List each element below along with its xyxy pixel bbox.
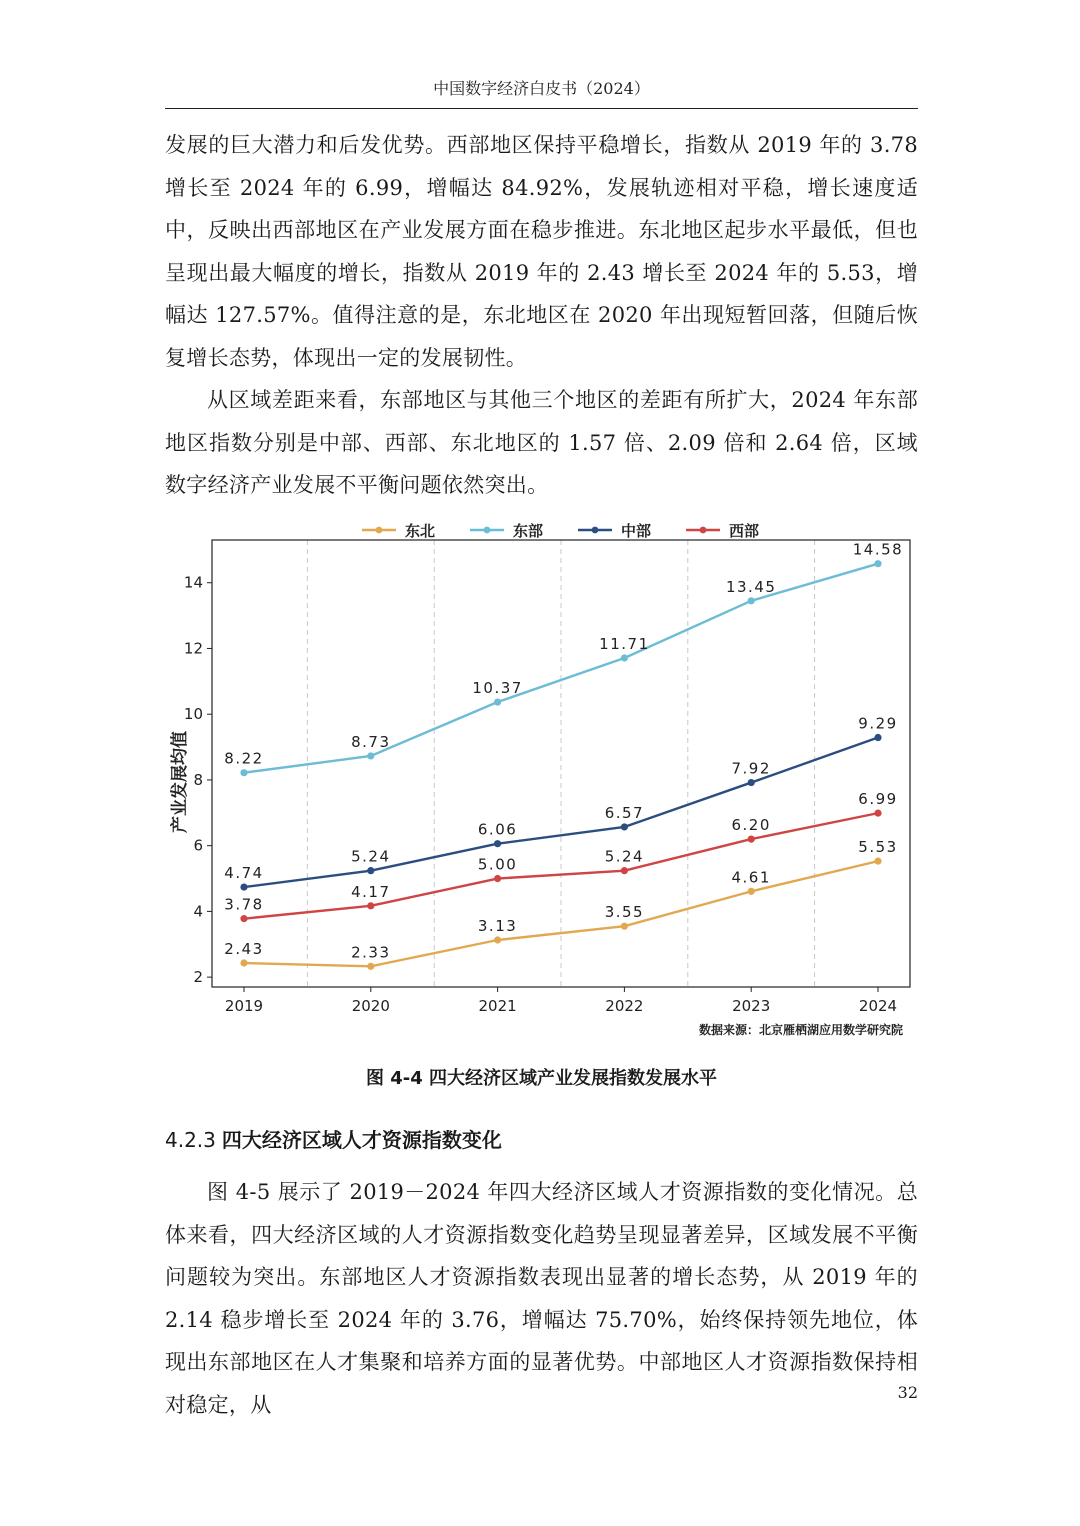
y-tick-label: 14 [183, 573, 203, 592]
y-axis-label: 产业发展均值 [170, 731, 190, 833]
data-point-西部 [621, 867, 628, 874]
legend-marker [592, 527, 599, 534]
data-point-西部 [240, 915, 247, 922]
paragraph-1: 发展的巨大潜力和后发优势。西部地区保持平稳增长，指数从 2019 年的 3.78 增长至 2024 年的 6.99，增幅达 84.92%，发展轨迹相对平稳，增长速度适中，反映出西部地区在产业发展方面在稳步推进。东北地区起步水平最低，但也呈现出最大幅度的增长，指数从 2019 年的 2.43 增长至 2024 年的 5.53，增幅达 127.57%。值得注意的是，东北地区在 2020 年出现短暂回落，但随后恢复增长态势，体现出一定的发展韧性。 [165, 133, 918, 370]
legend-label: 东北 [405, 522, 436, 540]
data-label-西部: 3.78 [224, 895, 264, 914]
data-label-西部: 5.24 [604, 847, 645, 866]
data-label-东部: 8.73 [351, 732, 391, 751]
section-number: 4.2.3 [165, 1128, 216, 1152]
data-label-东北: 3.13 [477, 916, 518, 935]
x-tick-label: 2023 [732, 997, 771, 1015]
data-point-东部 [621, 654, 628, 661]
x-tick-label: 2024 [858, 997, 898, 1015]
data-label-中部: 5.24 [351, 847, 391, 866]
data-point-中部 [748, 779, 755, 786]
data-label-中部: 9.29 [858, 714, 898, 733]
y-tick-label: 6 [193, 836, 203, 855]
paragraph-2: 从区域差距来看，东部地区与其他三个地区的差距有所扩大，2024 年东部地区指数分别是中部、西部、东北地区的 1.57 倍、2.09 倍和 2.64 倍，区域数字经济产业发展不平衡问题依然突出。 [165, 388, 918, 497]
data-point-西部 [494, 875, 501, 882]
x-tick-label: 2020 [351, 997, 390, 1015]
figure-caption: 图 4-4 四大经济区域产业发展指数发展水平 [365, 1068, 718, 1089]
data-point-东部 [367, 752, 374, 759]
section-heading [165, 1124, 502, 1153]
data-label-东部: 13.45 [725, 577, 777, 596]
legend-marker [484, 527, 491, 534]
data-point-西部 [748, 835, 755, 842]
data-point-东北 [748, 888, 755, 895]
data-label-西部: 6.20 [731, 816, 771, 835]
legend-label: 中部 [621, 522, 652, 540]
data-label-东北: 2.33 [351, 943, 391, 962]
y-tick-label: 4 [193, 902, 203, 921]
section-title: 四大经济区域人才资源指数变化 [221, 1128, 502, 1152]
legend-marker [700, 527, 707, 534]
data-point-西部 [874, 810, 881, 817]
y-tick-label: 10 [183, 705, 203, 724]
data-point-东部 [748, 597, 755, 604]
x-tick-label: 2021 [478, 997, 517, 1015]
data-point-东北 [621, 923, 628, 930]
data-label-西部: 6.99 [858, 790, 898, 809]
data-point-中部 [240, 883, 247, 890]
data-label-中部: 6.06 [477, 820, 518, 839]
data-point-中部 [494, 840, 501, 847]
chart-legend [362, 522, 759, 540]
paragraph-3: 图 4-5 展示了 2019－2024 年四大经济区域人才资源指数的变化情况。总体来看，四大经济区域的人才资源指数变化趋势呈现显著差异，区域发展不平衡问题较为突出。东部地区人才资源指数表现出显著的增长态势，从 2019 年的 2.14 稳步增长至 2024 年的 3.76，增幅达 75.70%，始终保持领先地位，体现出东部地区在人才集聚和培养方面的显著优势。中部地区人才资源指数保持相对稳定，从 [165, 1180, 918, 1417]
data-label-西部: 5.00 [477, 855, 518, 874]
y-tick-label: 8 [193, 770, 203, 789]
data-label-东部: 10.37 [472, 679, 523, 698]
data-label-东北: 2.43 [224, 940, 264, 959]
y-tick-label: 12 [183, 639, 203, 658]
running-header: 中国数字经济白皮书（2024） [433, 79, 650, 98]
data-label-东部: 11.71 [599, 634, 650, 653]
legend-label: 西部 [729, 522, 760, 540]
data-point-中部 [874, 734, 881, 741]
data-point-中部 [621, 823, 628, 830]
legend-marker [376, 527, 383, 534]
data-point-西部 [367, 902, 374, 909]
data-label-东北: 5.53 [858, 838, 898, 857]
chart-source-note: 数据来源：北京雁栖湖应用数学研究院 [698, 1023, 903, 1037]
data-point-东部 [874, 560, 881, 567]
header-rule [165, 108, 918, 109]
data-label-中部: 7.92 [731, 759, 771, 778]
data-point-东部 [240, 769, 247, 776]
x-tick-label: 2019 [224, 997, 264, 1015]
data-label-西部: 4.17 [351, 882, 391, 901]
chart-axes [184, 540, 910, 1015]
chart-data-labels [224, 541, 903, 962]
legend-label: 东部 [513, 522, 544, 540]
y-tick-label: 2 [193, 968, 203, 987]
data-label-东部: 14.58 [852, 540, 904, 559]
x-tick-label: 2022 [605, 997, 644, 1015]
data-point-东北 [874, 858, 881, 865]
data-point-东北 [367, 963, 374, 970]
data-label-东部: 8.22 [224, 749, 264, 768]
data-point-东北 [494, 936, 501, 943]
industry-index-line-chart [160, 512, 920, 1042]
data-label-东北: 3.55 [604, 903, 645, 922]
data-label-中部: 6.57 [604, 803, 645, 822]
data-point-东北 [240, 959, 247, 966]
data-point-东部 [494, 698, 501, 705]
data-label-中部: 4.74 [224, 864, 264, 883]
page-number: 32 [897, 1383, 918, 1402]
data-label-东北: 4.61 [731, 868, 771, 887]
data-point-中部 [367, 867, 374, 874]
